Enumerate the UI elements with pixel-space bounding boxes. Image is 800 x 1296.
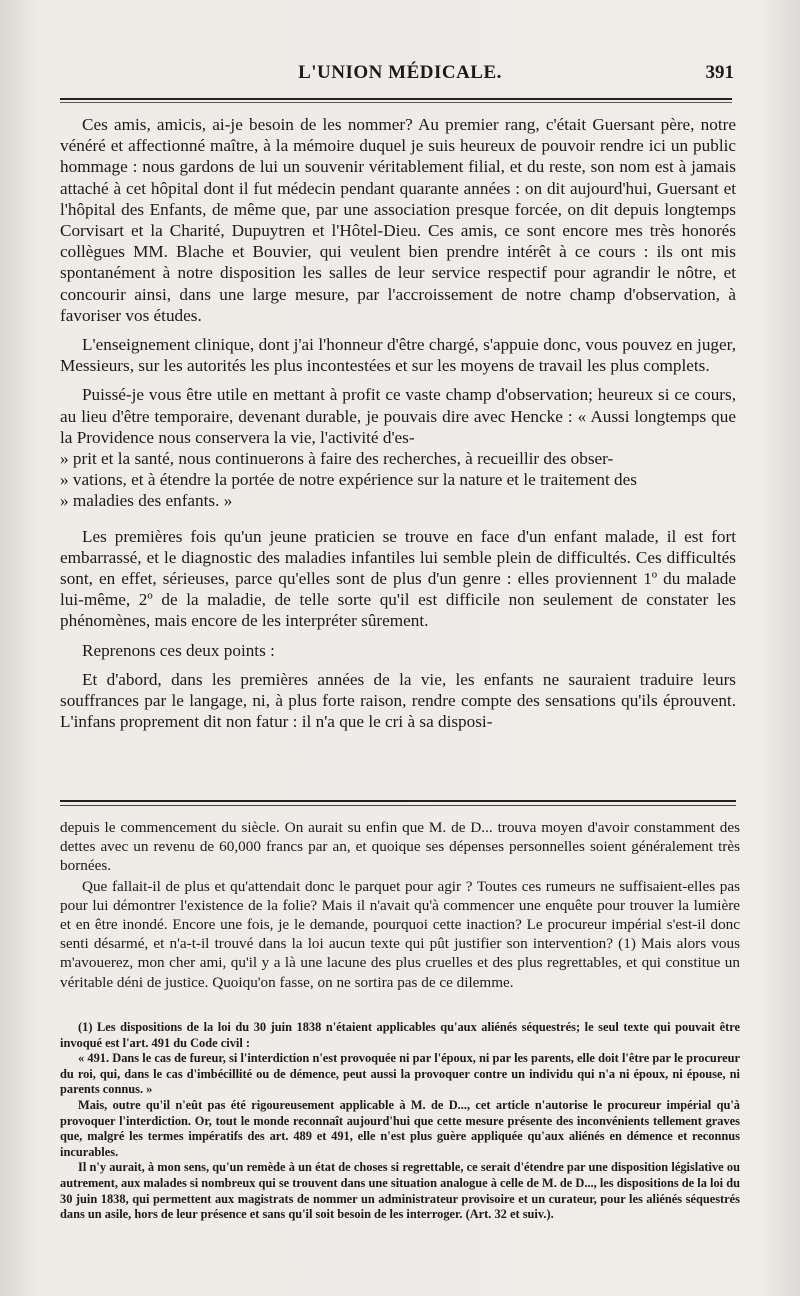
footnote-paragraph: « 491. Dans le cas de fureur, si l'interdiction n'est provoquée ni par l'époux, ni par les parents, elle doit l'être par le procureur du roi, qui, dans le cas d'imbécillité ou de démence, peut aussi la provoquer contre un individu qui n'a ni époux, ni épouse, ni parents connus. »	[60, 1051, 740, 1097]
quote-line: » vations, et à étendre la portée de notre expérience sur la nature et le traitement des	[60, 470, 637, 490]
footnote	[60, 1020, 740, 1223]
page-number: 391	[705, 62, 734, 83]
paragraph: L'enseignement clinique, dont j'ai l'honneur d'être chargé, s'appuie donc, vous pouvez en juger, Messieurs, sur les autorités les plus incontestées et sur les moyens de travail les plus complets.	[60, 335, 736, 376]
page-header	[60, 62, 740, 92]
main-text	[60, 114, 736, 740]
running-title: L'UNION MÉDICALE.	[298, 62, 502, 83]
paragraph: Et d'abord, dans les premières années de la vie, les enfants ne sauraient traduire leurs souffrances par le langage, ni, à plus forte raison, rendre compte des sensations qu'ils éprouvent. L'infans proprement dit non fatur : il n'a que le cri à sa disposi-	[60, 669, 736, 732]
paragraph: depuis le commencement du siècle. On aurait su enfin que M. de D... trouva moyen d'avoir constamment des dettes avec un revenu de 60,000 francs par an, et quoique ses dépenses personnelles soient généralement très bornées.	[60, 819, 740, 875]
paragraph: Reprenons ces deux points :	[82, 640, 275, 660]
paragraph: Ces amis, amicis, ai-je besoin de les nommer? Au premier rang, c'était Guersant père, notre vénéré et affectionné maître, à la mémoire duquel je suis heureux de pouvoir rendre ici un public hommage : nous gardons de lui un souvenir véritablement filial, et du reste, son nom est à jamais attaché à cet hôpital dont il fut médecin pendant quarante années : on dit aujourd'hui, Guersant et l'hôpital des Enfants, de même que, par une association presque forcée, on dit depuis longtemps Corvisart et la Charité, Dupuytren et l'Hôtel-Dieu. Ces amis, ce sont encore mes très honorés collègues MM. Blache et Bouvier, qui veulent bien prendre intérêt à ce cours : ils ont mis spontanément à notre disposition les salles de leur service respectif pour agrandir le nôtre, et concourir ainsi, dans une large mesure, par l'accroissement de notre champ d'observation, à favoriser vos études.	[60, 115, 736, 325]
quote-line: » maladies des enfants. »	[60, 491, 233, 511]
quote-line: » prit et la santé, nous continuerons à faire des recherches, à recueillir des obser-	[60, 449, 614, 469]
paragraph: Puissé-je vous être utile en mettant à profit ce vaste champ d'observation; heureux si ce cours, au lieu d'être temporaire, devenant durable, je pouvais dire avec Hencke : « Aussi longtemps que la Providence nous conservera la vie, l'activité d'es-	[60, 385, 736, 447]
footnote-paragraph: Il n'y aurait, à mon sens, qu'un remède à un état de choses si regrettable, ce serait d'étendre par une disposition législative ou autrement, aux malades si nombreux qui se trouvent dans une situation analogue à celle de M. de D..., les dispositions de la loi du 30 juin 1838, qui permettent aux magistrats de nommer un administrateur provisoire et un curateur, pour les aliénés séquestrés dans un asile, hors de leur présence et sans qu'il soit besoin de les interroger. (Art. 32 et suiv.).	[60, 1160, 740, 1222]
continued-text	[60, 818, 740, 993]
header-rule	[60, 98, 732, 103]
footnote-paragraph: Mais, outre qu'il n'eût pas été rigoureusement applicable à M. de D..., cet article n'autorise le procureur impérial qu'à provoquer l'interdiction. Or, tout le monde reconnaît aujourd'hui que cette mesure présente des inconvénients tellement graves que, malgré les termes impératifs des art. 489 et 491, elle n'est plus guère appliquée qu'aux aliénés en démence et reconnus incurables.	[60, 1097, 740, 1159]
paragraph: Que fallait-il de plus et qu'attendait donc le parquet pour agir ? Toutes ces rumeurs ne suffisaient-elles pas pour lui démontrer l'existence de la folie? Mais il n'avait qu'à commencer une enquête pour trouver la lumière et en être inondé. Encore une fois, je le demande, pourquoi cette inaction? Le procureur impérial s'est-il donc senti désarmé, et n'a-t-il trouvé dans la loi aucun texte qui pût justifier son intervention? (1) Mais alors vous m'avouerez, mon cher ami, qu'il y a là une lacune des plus cruelles et des plus regrettables, et qui constitue un véritable déni de justice. Quoiqu'on fasse, on ne sortira pas de ce dilemme.	[60, 877, 740, 991]
footnote-paragraph: (1) Les dispositions de la loi du 30 juin 1838 n'étaient applicables qu'aux aliénés séquestrés; le seul texte qui pouvait être invoqué est l'art. 491 du Code civil :	[60, 1020, 740, 1050]
paragraph: Les premières fois qu'un jeune praticien se trouve en face d'un enfant malade, il est fort embarrassé, et le diagnostic des maladies infantiles lui semble plein de difficultés. Ces difficultés sont, en effet, sérieuses, parce qu'elles sont de plus d'un genre : elles proviennent 1º du malade lui-même, 2º de la maladie, de telle sorte qu'il est difficile non seulement de constater les phénomènes, mais encore de les interpréter sûrement.	[60, 526, 736, 631]
section-rule	[60, 800, 736, 806]
